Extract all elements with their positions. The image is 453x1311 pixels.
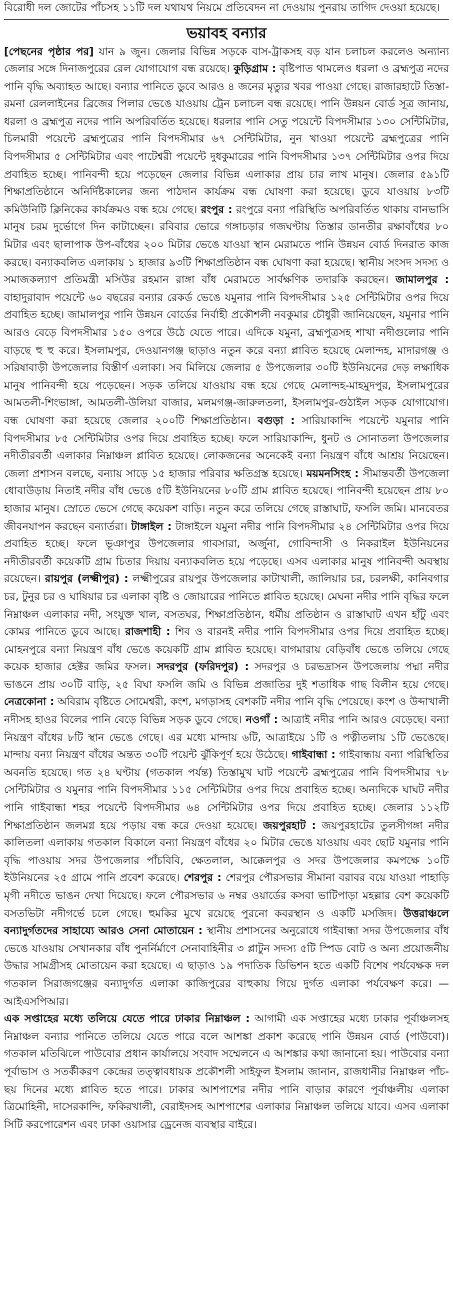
dhaka-subheading: এক সপ্তাহের মধ্যে তলিয়ে যেতে পারে ঢাকার নিম্নাঞ্চল : <box>4 1013 250 1026</box>
netrokona-text: অবিরাম বৃষ্টিতে সোমেশ্বরী, কংশ, মগড়াসহ বেশকটি নদীর পানি বৃদ্ধি পেয়েছে। কংশ ও উব্দাখালী নদীসহ হাওর বিলের পানি বেড়ে বিভিন্ন সড়ক ডুবে গেছে। <box>4 696 449 727</box>
rajshahi-label: রাজশাহী : <box>125 626 171 639</box>
dhaka-text: আগামী এক সপ্তাহের মধ্যে ঢাকার পূর্বাঞ্চলসহ নিম্নাঞ্চল বন্যার পানিতে তলিয়ে যেতে পারে বলে আশঙ্কা প্রকাশ করেছে পানি উন্নয়ন বোর্ড (পাউবো)। গতকাল মতিঝিলে পাউবোর প্রধান কার্যালয়ে সংবাদ সম্মেলনে এ আশঙ্কার কথা জানানো হয়। পাউবোর বন্যা পূর্বাভাস ও সতর্কীকরণ কেন্দ্রের তত্ত্বাবধায়ক প্রকৌশলী সাইফুল ইসলাম জানান, রাজধানীর নিম্নাঞ্চল পাঁচ-ছয় দিনের মধ্যে প্লাবিত হতে পারে। ঢাকার আশপাশের নদীর পানি বাড়ার কারণে পূর্বাঞ্চলীয় এলাকা ত্রিমোহিনী, দাসেরকান্দি, ফকিরখালী, বেরাইদসহ আশপাশের এলাকার নিম্নাঞ্চল তলিয়ে যাবে। এসব এলাকা সিটি করপোরেশন এবং ঢাকা ওয়াসার ড্রেনেজ ব্যবস্থার বাইরে। <box>4 1013 449 1131</box>
previous-article-fragment: বিরোধী দল জোটের পাঁচসহ ১১টি দল যথাযথ নিয়মে প্রতিবেদন না দেওয়ায় পুনরায় তাগিদ দেওয়া হয়েছে। <box>4 2 441 14</box>
rangpur-text: রংপুরে বন্যা পরিস্থিতি অপরিবর্তিত থাকায় বানভাসি মানুষ চরম দুর্ভোগে দিন কাটাচ্ছেন। রবিবার ভোরে গঙ্গাচড়ার গজঘণ্টায় তিস্তার ডানতীর রক্ষাবাঁধের ৮০ মিটার এবং ছালাপাক উপ-বাঁধের ২০০ মিটার ভেঙে যাওয়া স্থান মেরামতে পানি উন্নয়ন বোর্ড দিনরাত কাজ করছে। বন্যাকবলিত এলাকায় ১ হাজার ৯৩টি শিক্ষাপ্রতিষ্ঠান বন্ধ ঘোষণা করা হয়েছে। স্থানীয় সংসদ সদস্য ও সমাজকল্যাণ প্রতিমন্ত্রী মসিউর রহমান রাঙ্গা বাঁধ মেরামতে সার্বক্ষণিক তদারকি করছেন। <box>4 203 449 287</box>
tangail-label: টাঙ্গাইল : <box>131 520 172 533</box>
faridpur-text: সদরপুর ও চরভদ্রাসন উপজেলায় পদ্মা নদীর ভাঙনে প্রায় ৩০টি বাড়ি, ২৫ বিঘা ফসলি জমি ও বিভিন্ন প্রজাতির দুই শতাধিক গাছ বিলীন হয়ে গেছে। <box>4 661 449 691</box>
gaibandha-text: গাইবান্ধায় বন্যা পরিস্থিতির অবনতি হয়েছে। গত ২৪ ঘণ্টায় (গতকাল পর্যন্ত) তিস্তামুখ ঘাট পয়েন্টে ব্রহ্মপুত্রের পানি বিপদসীমার ৭৮ সেন্টিমিটার ও যমুনার পানি বিপদসীমার ১১৫ সেন্টিমিটার ওপর দিয়ে প্রবাহিত হচ্ছে। অন্যদিকে ঘাঘট নদীর পানি গাইবান্ধা শহর পয়েন্টে বিপদসীমার ৬৪ সেন্টিমিটার ওপর দিয়ে প্রবাহিত হচ্ছে। জেলার ১১২টি শিক্ষাপ্রতিষ্ঠান জলমগ্ন হয়ে পড়ায় বন্ধ করে দেওয়া হয়েছে। <box>4 749 449 832</box>
bogura-label: বগুড়া : <box>257 414 295 427</box>
continuation-label: [পেছনের পৃষ্ঠার পর] <box>4 45 94 58</box>
bogura-text: সারিয়াকান্দি পয়েন্টে যমুনার পানি বিপদসীমার ৮৫ সেন্টিমিটার ওপর দিয়ে প্রবাহিত হচ্ছে। ফলে সারিয়াকান্দি, ধুনট ও সোনাতলা উপজেলার নদীতীরবর্তী এলাকার নিম্নাঞ্চল প্লাবিত হয়েছে। লোকজনের অনেকেই বন্যা নিয়ন্ত্রণ বাঁধে আশ্রয় নিয়েছেন। জেলা প্রশাসন বলছে, বন্যায় সাড়ে ১৫ হাজার পরিবার ক্ষতিগ্রস্ত হয়েছে। <box>4 414 449 480</box>
sherpur-text: শেরপুর পৌরসভার সীমানা বরাবর বয়ে যাওয়া পাহাড়ি মৃগী নদীতে ভাঙন দেখা দিয়েছে। ফলে পৌরসভার ৬ নম্বর ওয়ার্ডের কসবা ভাটিপাড়া মহল্লার বেশ কয়েকটি বসতভিটা নদীগর্ভে চলে গেছে। হুমকির মুখে রয়েছে পুরনো কবরস্থান ও একটি মসজিদ। <box>4 872 449 920</box>
netrokona-label: নেত্রকোনা : <box>4 696 55 709</box>
faridpur-label: সদরপুর (ফরিদপুর) : <box>156 661 249 674</box>
kurigram-text: বৃষ্টিপাত থামলেও ধরলা ও ব্রহ্মপুত্র নদের পানি বৃদ্ধি অব্যাহত আছে। বন্যার পানিতে ডুবে আরও ৪ জনের মৃত্যুর খবর পাওয়া গেছে। রাজারহাটে তিস্তা-রমনা রেললাইনের ব্রিজের পিলার ভেঙে যাওয়ায় ট্রেন চলাচল বন্ধ রয়েছে। পানি উন্নয়ন বোর্ড সূত্র জানায়, ধরলা ও ব্রহ্মপুত্র নদের পানি অপরিবর্তিত হয়েছে। ধরলার পানি সেতু পয়েন্টে বিপদসীমার ১৩০ সেন্টিমিটার, চিলমারী পয়েন্টে ব্রহ্মপুত্রের পানি বিপদসীমার ৬৭ সেন্টিমিটার, নুন খাওয়া পয়েন্টে ব্রহ্মপুত্রের পানি বিপদসীমার ৫ সেন্টিমিটার এবং পাটেশ্বরী পয়েন্টে দুধকুমারের পানি বিপদসীমার ১৩৭ সেন্টিমিটার ওপর দিয়ে প্রবাহিত হচ্ছে। পানিবন্দী হয়ে পড়েছেন জেলার বিভিন্ন এলাকার প্রায় চার লাখ মানুষ। জেলার ৫৯১টি শিক্ষাপ্রতিষ্ঠানে অনির্দিষ্টকালের জন্য পাঠদান কার্যক্রম বন্ধ ঘোষণা করা হয়েছে। ডুবে যাওয়ায় ৮৩টি কমিউনিটি ক্লিনিকের কার্যক্রমও বন্ধ হয়ে গেছে। <box>4 63 449 216</box>
naogaon-label: নওগাঁ : <box>245 714 278 727</box>
intro-text: যান ৯ জুন। জেলার বিভিন্ন সড়কে বাস-ট্রাকসহ বড় যান চলাচল করলেও অন্যান্য জেলার সঙ্গে দিনাজপুরের রেল যোগাযোগ বন্ধ রয়েছে। <box>4 45 449 76</box>
army-deployment-text: স্থানীয় প্রশাসনের অনুরোধে গাইবান্ধা সদর উপজেলার বাঁধ ভেঙে যাওয়ায় সেখানকার বাঁধ পুনর্নির্মাণে সেনাবাহিনীর ৩ প্লাটুন সদস্য ৫টি স্পিড বোট ও অন্য প্রয়োজনীয় উদ্ধার সামগ্রীসহ মোতায়েন করা হয়েছে। এ ছাড়াও ১৯ পদাতিক ডিভিশন হতে একটি বিশেষ পর্যবেক্ষক দল গতকাল সিরাজগঞ্জের বন্যাদুর্গত এলাকা কাজিপুরের বাহুকায় গিয়ে দুর্গত এলাকা পর্যবেক্ষণ করে। — আইএসপিআর। <box>4 925 449 1008</box>
mymensingh-label: ময়মনসিংহ : <box>306 467 359 480</box>
sherpur-label: শেরপুর : <box>183 872 222 885</box>
kurigram-label: কুড়িগ্রাম : <box>233 63 277 76</box>
tangail-text: টাঙ্গাইলে যমুনা নদীর পানি বিপদসীমার ২৪ সেন্টিমিটার ওপর দিয়ে প্রবাহিত হচ্ছে। ফলে ভূঞাপুর উপজেলার গাবসারা, অর্জুনা, গোবিন্দাসী ও নিকরাইল ইউনিয়নের নদীতীরবর্তী কয়েকটি গ্রাম চিতার দিয়ায় বন্যাকবলিত হয়ে পড়েছে। এসব এলাকার মানুষ পানিবন্দী অবস্থায় রয়েছেন। <box>4 520 449 586</box>
jamalpur-label: জামালপুর : <box>395 274 449 287</box>
gaibandha-label: গাইবান্ধা : <box>291 749 336 762</box>
dhaka-section <box>4 1011 449 1134</box>
naogaon-text: আত্রাই নদীর পানি আরও বেড়েছে। বন্যা নিয়ন্ত্রণ বাঁধের ৮টি স্থান ভেঙে গেছে। এর মধ্যে মান্দায় ৬টি, আত্রাইয়ে ১টি ও পত্নীতলায় ১টি ভেঙেছে। মান্দায় বন্যা নিয়ন্ত্রণ বাঁধের অন্তত ৩০টি পয়েন্ট ঝুঁকিপূর্ণ হয়ে উঠেছে। <box>4 714 450 762</box>
mymensingh-text: সীমান্তবর্তী উপজেলা ধোবাউড়ায় নিতাই নদীর বাঁধ ভেঙে ৫টি ইউনিয়নের ৮০টি গ্রাম প্লাবিত হয়েছে। পানিবন্দী হয়েছেন প্রায় ৮০ হাজার মানুষ। স্রোতে ভেসে গেছে কয়েকশ বাড়ি। নতুন করে তলিয়ে গেছে রাস্তাঘাট, ফসলি জমি। মানবেতর জীবনযাপন করছেন বন্যার্তরা। <box>4 467 449 533</box>
joypurhat-text: জয়পুরহাটের তুলসীগঙ্গা নদীর কালিতলা এলাকায় গতকাল বিকালে বন্যা নিয়ন্ত্রণ বাঁধের ২০ মিটার ভেঙে যাওয়ায় এবং ছোট যমুনার পানি বৃদ্ধি পাওয়ায় সদর উপজেলার পাঁচবিবি, ক্ষেতলাল, আক্কেলপুর ও সদর উপজেলার কমপক্ষে ১০টি ইউনিয়নের ২৫ গ্রামে পানি প্রবেশ করেছে। <box>4 819 449 885</box>
column-divider <box>4 19 449 20</box>
joypurhat-label: জয়পুরহাট : <box>262 819 316 832</box>
jamalpur-text: বাহাদুরাবাদ পয়েন্টে ৬০ বছরের বন্যার রেকর্ড ভেঙে যমুনার পানি বিপদসীমার ১২৫ সেন্টিমিটার ওপর দিয়ে প্রবাহিত হচ্ছে। জামালপুর পানি উন্নয়ন বোর্ডের নির্বাহী প্রকৌশলী নবকুমার চৌধুরী জানিয়েছেন, যমুনার পানি আরও বেড়ে বিপদসীমার ১৫০ ওপরে উঠে যেতে পারে। এদিকে যমুনা, ব্রহ্মপুত্রসহ শাখা নদীগুলোর পানি বাড়ছে হু হু করে। ইসলামপুর, দেওয়ানগঞ্জ ছাড়াও নতুন করে বন্যা প্লাবিত হয়েছে মেলান্দহ, মাদারগঞ্জ ও সরিষাবাড়ী উপজেলার বিস্তীর্ণ এলাকা। সব মিলিয়ে জেলার ৫ উপজেলার ৩০টি ইউনিয়নের দেড় লক্ষাধিক মানুষ পানিবন্দী হয়ে পড়েছেন। সড়ক তলিয়ে যাওয়ায় বন্ধ হয়ে গেছে মেলান্দহ-মাহমুদপুর, ইসলামপুরের আমতলী-শিংভাঙ্গা, আমতলী-উলিয়া বাজার, মলমগঞ্জ-জারুলতলা, ইসলামপুর-গুঠাইল সড়ক যোগাযোগ। বন্ধ ঘোষণা করা হয়েছে জেলার ২০০টি শিক্ষাপ্রতিষ্ঠান। <box>4 291 449 427</box>
article-body <box>4 44 449 1012</box>
lakshmipur-text: লক্ষ্মীপুরের রায়পুর উপজেলার কাটাখালী, জালিয়ার চর, চরলক্ষী, কানিবগার চর, টুনুর চর ও ঘাষিয়ার চর এলাকা বৃষ্টি ও জোয়ারের পানিতে প্লাবিত হয়েছে। মেঘনা নদীর পানি বৃদ্ধির ফলে নিম্নাঞ্চল এলাকার নদী, সংযুক্ত খাল, বসতঘর, শিক্ষাপ্রতিষ্ঠান, ধর্মীয় প্রতিষ্ঠান ও রাস্তাঘাট এখন হাঁটু এবং কোমর পানিতে ডুবে আছে। <box>4 573 450 639</box>
rajshahi-text: শিব ও বারনই নদীর পানি বিপদসীমার ওপর দিয়ে প্রবাহিত হচ্ছে। মোহনপুরে বন্যা নিয়ন্ত্রণ বাঁধ ভেঙে কয়েকটি গ্রাম প্লাবিত হয়েছে। বাগমারায় বেড়িবাঁধ ভেঙে তলিয়ে গেছে কয়েক হাজার হেক্টর জমির ফসল। <box>4 626 449 674</box>
army-deployment-label: উত্তরাঞ্চলে বন্যাদুর্গতদের সাহায্যে আরও সেনা মোতায়েন : <box>4 907 449 938</box>
rangpur-label: রংপুর : <box>200 203 233 216</box>
lakshmipur-label: রায়পুর (লক্ষ্মীপুর) : <box>44 573 129 586</box>
article-headline: ভয়াবহ বন্যার <box>186 23 267 42</box>
